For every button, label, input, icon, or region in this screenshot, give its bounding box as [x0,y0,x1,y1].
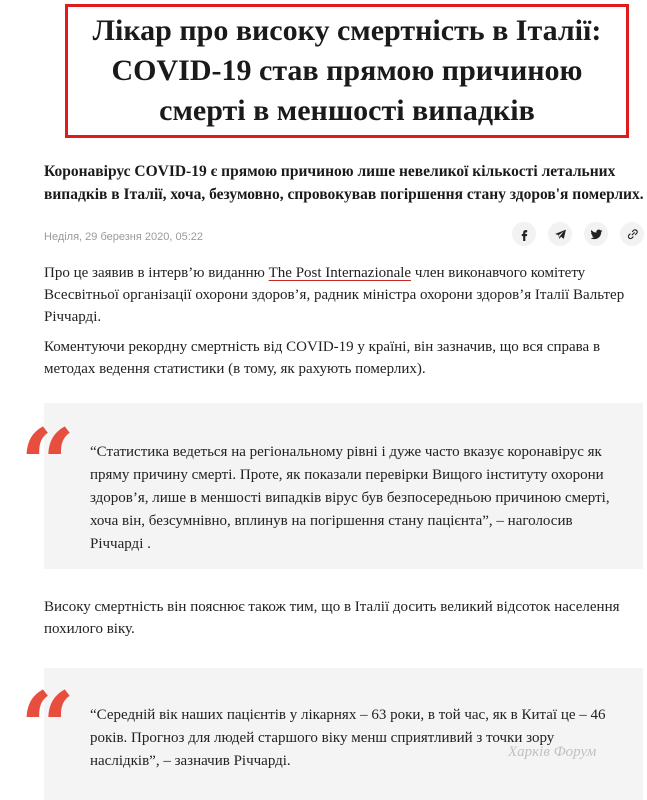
quote-mark-icon: “ [20,671,76,784]
blockquote-1 [20,403,643,569]
paragraph-statistics: Коментуючи рекордну смертність від COVID-19 у країні, він зазначив, що вся справа в методах ведення статистики (в тому, як рахують померлих). [44,339,601,377]
telegram-icon [554,228,567,241]
article-lead: Коронавірус COVID-19 є прямою причиною лише невеликої кількості летальних випадків в Італії, хоча, безумовно, спровокував погіршення стану здоров'я померлих. [44,163,644,203]
share-buttons [512,222,644,246]
share-telegram-button[interactable] [548,222,572,246]
publish-date: Неділя, 29 березня 2020, 05:22 [44,231,203,243]
quote-text-1: “Статистика ведеться на регіональному рівні і дуже часто вказує коронавірус як пряму причину смерті. Проте, як показали перевірки Вищого інституту охорони здоров’я, лише в меншості випадків вірус був безпосередньою причиною смерті, хоча він, безсумнівно, вплинув на погіршення стану пацієнта”, – наголосив Річчарді . [90,444,610,552]
link-icon [626,228,639,241]
watermark: Харків Форум [508,744,597,760]
quote-mark-icon: “ [20,408,76,521]
paragraph-intro-end: член виконавчого комітету Всесвітньої організації охорони здоров’я, радник міністра охорони здоров’я Італії Вальтер Річчарді. [44,265,625,325]
source-link[interactable]: The Post Internazionale [268,265,412,281]
share-facebook-button[interactable] [512,222,536,246]
page-title: Лікар про високу смертність в Італії: COVID-19 став прямою причиною смерті в меншості випадків [92,14,602,127]
paragraph-age: Високу смертність він пояснює також тим, що в Італії досить великий відсоток населення похилого віку. [44,599,620,637]
headline-box [65,4,629,138]
quote-text-2: “Середній вік наших пацієнтів у лікарнях – 63 роки, в той час, як в Китаї це – 46 років. Прогноз для людей старшого віку менш сприятливий з точки зору наслідків”, – зазначив Річчарді. [90,707,606,769]
article-meta [44,222,644,252]
paragraph-intro [44,262,634,328]
copy-link-button[interactable] [620,222,644,246]
blockquote-2 [20,668,643,800]
facebook-icon [518,228,531,241]
share-twitter-button[interactable] [584,222,608,246]
twitter-icon [590,228,603,241]
paragraph-intro-start: Про це заявив в інтерв’ю виданню [44,265,269,281]
